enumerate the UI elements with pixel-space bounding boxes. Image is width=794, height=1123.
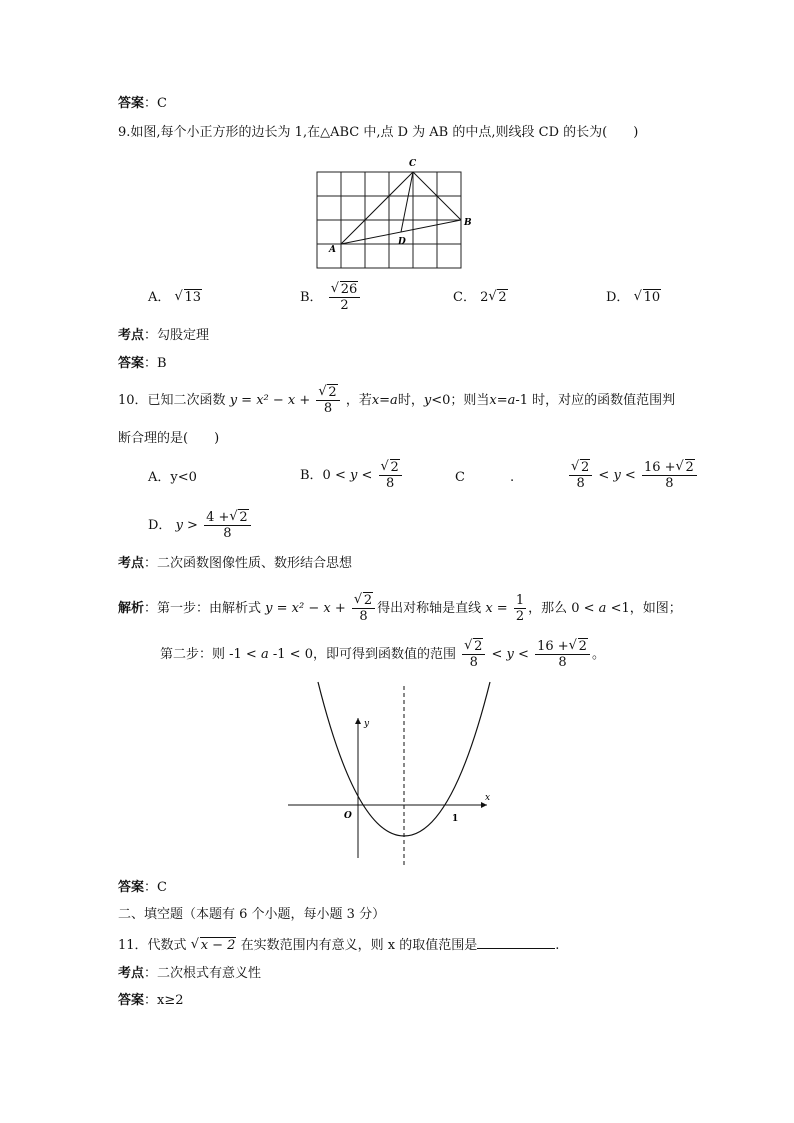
section-fill-blank-title: 二、填空题（本题有 6 个小题，每小题 3 分） [118, 907, 386, 922]
stem-text: 时， [397, 393, 424, 408]
answer-value: ：C [144, 880, 167, 895]
stem-equation: y = x² − x + [229, 393, 311, 408]
radicand: 2 [328, 385, 337, 400]
option-prefix: B．0 < [300, 468, 346, 483]
fraction [329, 282, 361, 313]
radicand: 2 [239, 510, 248, 525]
triangle-abc [341, 172, 461, 244]
fraction [316, 385, 339, 416]
radicand: x − 2 [200, 938, 236, 953]
fraction [642, 460, 697, 491]
answer-value: ：C [144, 96, 167, 111]
var-y: y [350, 468, 358, 483]
label-d: D [398, 237, 406, 247]
x-axis-label: x [485, 793, 491, 803]
radicand: 2 [581, 460, 590, 475]
denominator: 8 [323, 401, 333, 416]
numerator-text: 4 + [206, 510, 230, 525]
answer-label: 答案 [118, 993, 145, 1008]
stem-end: . [555, 938, 560, 953]
radicand: 2 [390, 460, 399, 475]
q9-option-a [148, 290, 202, 306]
fraction [569, 460, 592, 491]
radicand: 2 [498, 290, 507, 305]
sqrt [229, 510, 248, 525]
sqrt [676, 460, 695, 475]
inequality: < y < [598, 468, 636, 483]
denominator: 8 [558, 655, 567, 670]
answer-value: ：B [144, 356, 167, 371]
q9-answer [118, 356, 167, 372]
var-a: a [598, 601, 607, 616]
tick-one-label: 1 [452, 814, 459, 824]
radicand: 26 [340, 282, 358, 297]
analysis-text: ：第一步：由解析式 [144, 601, 262, 616]
point-value: ：二次函数图像性质、数形结合思想 [144, 556, 353, 571]
sqrt [354, 593, 373, 608]
sqrt [191, 938, 237, 954]
denominator: 8 [386, 476, 395, 491]
q9-grid-figure [310, 158, 480, 270]
q10-option-d [148, 510, 253, 541]
q10-point [118, 556, 352, 572]
stem-var: x=a [371, 393, 398, 408]
stem-var: y [423, 393, 432, 408]
stem-text: 10．已知二次函数 [118, 393, 226, 408]
option-prefix: C． [453, 290, 476, 305]
denominator: 2 [340, 298, 349, 313]
analysis-text: <1，如图； [610, 601, 682, 616]
sqrt [569, 639, 588, 654]
q10-option-c [567, 460, 699, 491]
q10-answer [118, 880, 167, 896]
radicand: 2 [474, 639, 483, 654]
stem-text: -1 时，对应的函数值范围判 [515, 393, 676, 408]
answer-label: 答案 [118, 96, 145, 111]
q9-option-d [606, 290, 661, 306]
var-x: x = [485, 601, 508, 616]
q10-option-c-prefix: C [455, 470, 465, 485]
analysis-equation: y = x² − x + [265, 601, 346, 616]
denominator: 8 [469, 655, 478, 670]
sqrt [488, 290, 507, 306]
point-label: 考点 [118, 328, 145, 343]
numerator-text: 16 + [643, 460, 676, 475]
radicand: 2 [685, 460, 694, 475]
sqrt [571, 460, 590, 475]
step2-text: -1 < 0，即可得到函数值的范围 [272, 647, 456, 662]
q10-option-c-dot: . [510, 470, 515, 485]
inequality: y > [175, 518, 198, 533]
origin-label: O [344, 811, 352, 821]
denominator: 8 [665, 476, 674, 491]
less-than: < [361, 468, 373, 483]
label-b: B [464, 218, 472, 228]
coefficient: 2 [480, 290, 489, 305]
fraction [462, 639, 485, 670]
q10-option-a: A．y<0 [148, 470, 197, 485]
q10-stem [118, 385, 675, 416]
analysis-text: ，那么 0 < [528, 601, 595, 616]
q10-stem-cont: 断合理的是( ) [118, 431, 220, 446]
sqrt [381, 460, 400, 475]
stem-text: ，若 [345, 393, 372, 408]
step2-text: 第二步：则 -1 < [160, 647, 257, 662]
answer-label: 答案 [118, 356, 145, 371]
answer-blank[interactable] [477, 936, 555, 949]
y-axis-label: y [364, 719, 370, 729]
q9-stem: 9.如图,每个小正方形的边长为 1,在△ABC 中,点 D 为 AB 的中点,则线段 CD 的长为( ) [118, 125, 639, 140]
option-prefix: A． [148, 290, 171, 305]
denominator: 8 [576, 476, 585, 491]
label-c: C [409, 159, 417, 169]
denominator: 8 [359, 609, 368, 624]
q8-answer [118, 96, 167, 112]
option-prefix: D． [606, 290, 630, 305]
radicand: 13 [184, 290, 202, 305]
denominator: 2 [515, 609, 525, 624]
step2-end: 。 [591, 647, 605, 662]
q10-step2 [160, 639, 605, 670]
q11-stem [118, 936, 559, 954]
sqrt [318, 385, 337, 400]
q11-answer [118, 993, 184, 1009]
sqrt [331, 282, 359, 297]
fraction [352, 593, 375, 624]
point-value: ：勾股定理 [144, 328, 210, 343]
var-a: a [260, 647, 269, 662]
fraction [379, 460, 402, 491]
q10-analysis [118, 593, 682, 624]
fraction [204, 510, 251, 541]
inequality: < y < [491, 647, 529, 662]
radicand: 2 [363, 593, 373, 608]
sqrt [175, 290, 203, 306]
answer-value: ：x≥2 [144, 993, 184, 1008]
q9-option-b [300, 282, 362, 313]
sqrt [464, 639, 483, 654]
analysis-text: 得出对称轴是直线 [377, 601, 482, 616]
q10-option-b [300, 460, 404, 491]
stem-var: x=a [489, 393, 516, 408]
denominator: 8 [223, 526, 232, 541]
radicand: 2 [578, 639, 587, 654]
answer-label: 答案 [118, 880, 145, 895]
stem-text: 11．代数式 [118, 938, 187, 953]
analysis-label: 解析 [118, 601, 145, 616]
point-value: ：二次根式有意义性 [144, 966, 262, 981]
q9-option-c [453, 290, 508, 306]
sqrt [634, 290, 662, 306]
parabola-graph [282, 678, 494, 868]
option-prefix: B． [300, 290, 323, 305]
stem-text: 在实数范围内有意义，则 x 的取值范围是 [240, 938, 478, 953]
stem-text: <0；则当 [431, 393, 490, 408]
point-label: 考点 [118, 556, 145, 571]
q11-point [118, 966, 261, 982]
numerator-text: 16 + [537, 639, 569, 654]
fraction: $\frac{1}{2}$ [515, 593, 525, 624]
fraction [535, 639, 590, 670]
label-a: A [329, 245, 336, 255]
option-prefix: D． [148, 518, 172, 533]
point-label: 考点 [118, 966, 145, 981]
q9-point [118, 328, 209, 344]
radicand: 10 [643, 290, 661, 305]
